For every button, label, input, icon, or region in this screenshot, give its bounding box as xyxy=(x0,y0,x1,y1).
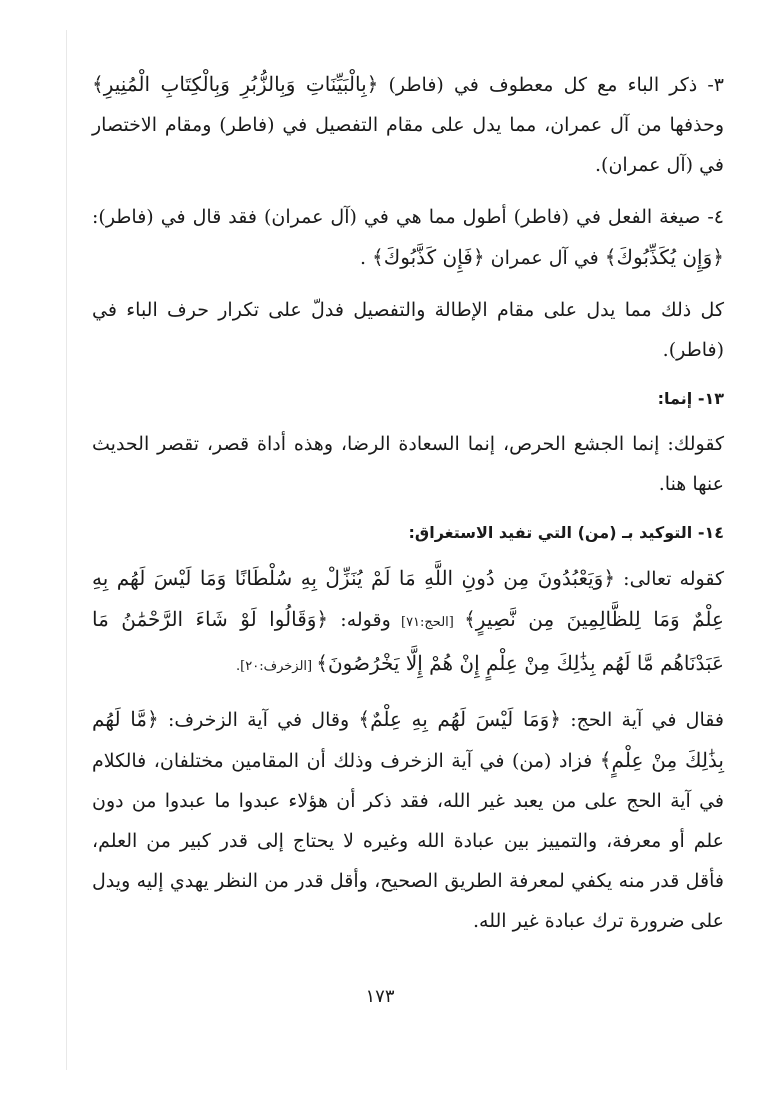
item-4-paragraph xyxy=(92,197,724,278)
analysis-verse-2: ﴿مَّا لَهُم بِذَٰلِكَ مِنْ عِلْمٍ﴾ xyxy=(92,707,724,772)
item-3-rest: وحذفها من آل عمران، مما يدل على مقام التفصيل في (فاطر) ومقام الاختصار في (آل عمران). xyxy=(92,114,724,176)
hajj-reference: [الحج:٧١] xyxy=(390,615,465,630)
item-4-verse-2: ﴿فَإِن كَذَّبُوكَ﴾ xyxy=(372,245,485,269)
page-number: ١٧٣ xyxy=(365,986,395,1007)
and-said-text: وقوله: xyxy=(328,609,391,631)
item-3-verse: ﴿بِالْبَيِّنَاتِ وَبِالزُّبُرِ وَبِالْكِتَابِ الْمُنِيرِ﴾ xyxy=(92,72,379,96)
hajj-verse: ﴿وَيَعْبُدُونَ مِن دُونِ اللَّهِ مَا لَمْ يُنَزِّلْ بِهِ سُلْطَانًا وَمَا لَيْسَ لَهُم بِهِ عِلْمٌ وَمَا لِلظَّالِمِينَ مِن نَّصِيرٍ﴾ xyxy=(92,566,724,631)
section-13-text: كقولك: إنما الجشع الحرص، إنما السعادة الرضا، وهذه أداة قصر، تقصر الحديث عنها هنا. xyxy=(92,433,724,495)
item-4-verse-1: ﴿وَإِن يُكَذِّبُوكَ﴾ xyxy=(604,245,724,269)
item-4-mid: في آل عمران xyxy=(484,247,605,269)
item-4-end: . xyxy=(359,247,373,269)
analysis-part-1: فقال في آية الحج: xyxy=(561,709,724,731)
section-14-heading: ١٤- التوكيد بـ (من) التي تفيد الاستغراق: xyxy=(408,523,724,542)
item-3-paragraph xyxy=(92,64,724,185)
zukhruf-reference: [الزخرف:٢٠]. xyxy=(236,659,317,674)
page-edge-line xyxy=(66,30,67,1070)
analysis-paragraph xyxy=(92,699,724,941)
zukhruf-verse: ﴿وَقَالُوا لَوْ شَاءَ الرَّحْمَٰنُ مَا عَبَدْنَاهُم مَّا لَهُم بِذَٰلِكَ مِنْ عِلْمٍ إِنْ هُمْ إِلَّا يَخْرُصُونَ﴾ xyxy=(92,607,724,675)
page-body xyxy=(92,64,724,953)
analysis-part-2: وقال في آية الزخرف: xyxy=(158,709,359,731)
section-13-heading: ١٣- إنما: xyxy=(657,389,724,408)
analysis-verse-1: ﴿وَمَا لَيْسَ لَهُم بِهِ عِلْمٌ﴾ xyxy=(358,707,561,731)
item-4-intro: ٤- صيغة الفعل في (فاطر) أطول مما هي في (آل عمران) فقد قال في (فاطر): xyxy=(92,206,724,228)
analysis-part-3: فزاد (من) في آية الزخرف وذلك أن المقامين مختلفان، فالكلام في آية الحج على من يعبد غير الله، فقد ذكر أن هؤلاء عبدوا ما عبدوا من دون علم أو معرفة، والتمييز بين عبادة الله وغيره لا يحتاج إلى قدر كبير من العلم، فأقل قدر منه يكفي لمعرفة الطريق الصحيح، وأقل قدر من النظر يهدي إليه ويدل على ضرورة ترك عبادة غير الله. xyxy=(92,750,724,932)
section-14-examples xyxy=(92,558,724,687)
summary-paragraph: كل ذلك مما يدل على مقام الإطالة والتفصيل فدلّ على تكرار حرف الباء في (فاطر). xyxy=(92,299,724,361)
section-14-intro: كقوله تعالى: xyxy=(615,568,725,590)
item-3-intro: ٣- ذكر الباء مع كل معطوف في (فاطر) xyxy=(378,74,725,96)
